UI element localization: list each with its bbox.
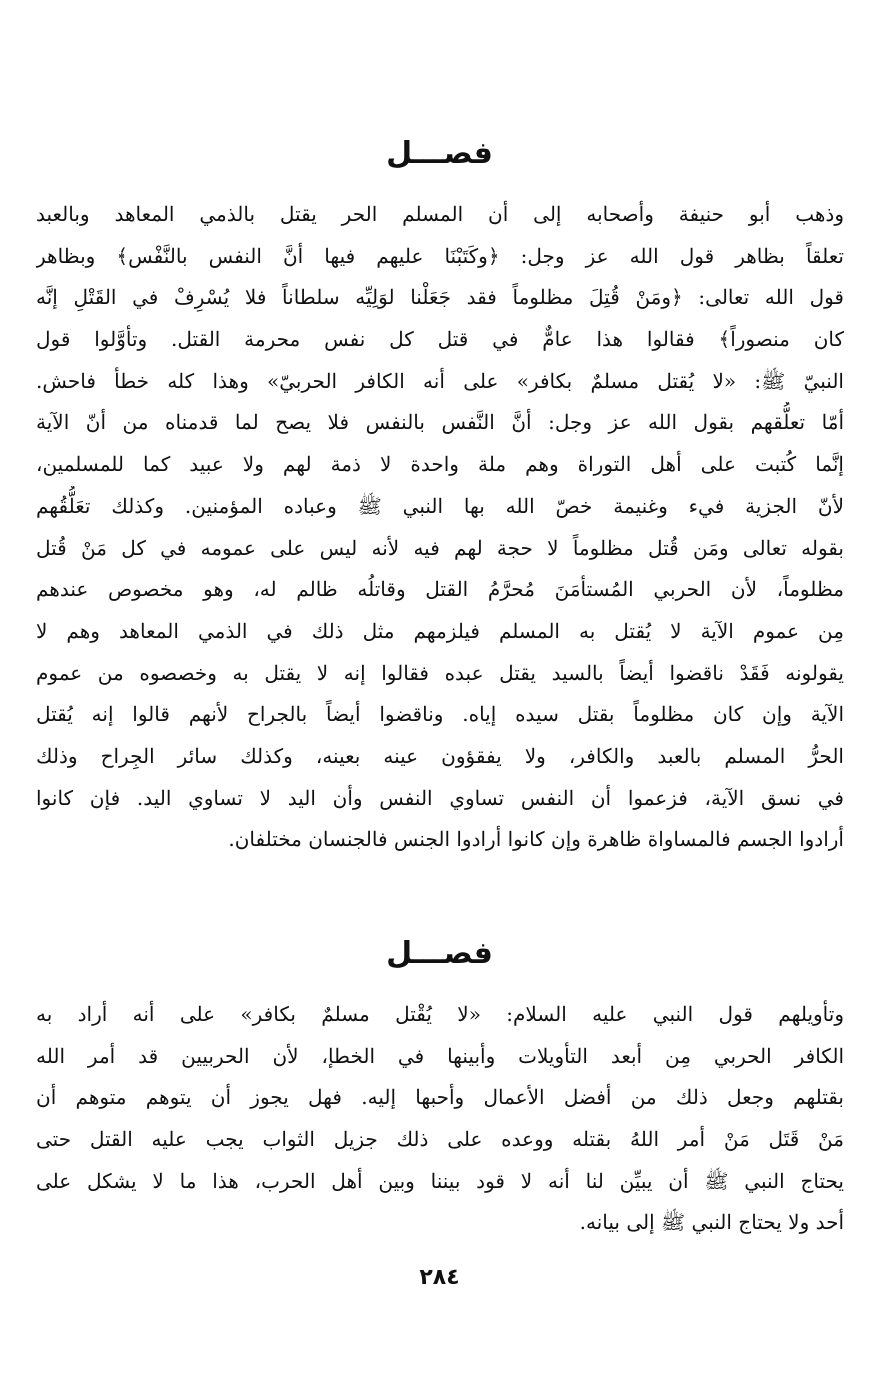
section-1-line: الآية وإن كان مظلوماً بقتل سيده إياه. وناقضوا أيضاً بالجراح لأنهم قالوا إنه يُقتل (36, 702, 844, 727)
section-1-line: تعلقاً بظاهر قول الله عز وجل: ﴿وكَتَبْنَا عليهم فيها أنَّ النفس بالنَّفْس﴾ وبظاهر (36, 243, 844, 268)
section-1-heading: فصـــل (386, 136, 493, 171)
section-1-line: مظلوماً، لأن الحربي المُستأمَنَ مُحرَّمُ القتل وقاتلُه ظالم له، وهو مخصوص عندهم (36, 577, 844, 602)
section-2-line: بقتلهم وجعل ذلك من أفضل الأعمال وأحبها إليه. فهل يجوز أن يتوهم متوهم أن (36, 1085, 844, 1110)
section-1-line: مِن عموم الآية لا يُقتل به المسلم فيلزمهم مثل ذلك في الذمي المعاهد وهم لا (36, 618, 844, 643)
section-1-line: في نسق الآية، فزعموا أن النفس تساوي النفس وأن اليد لا تساوي اليد. فإن كانوا (36, 785, 844, 810)
section-2-line: وتأويلهم قول النبي عليه السلام: «لا يُقْتل مسلمٌ بكافر» على أنه أراد به (36, 1002, 844, 1026)
section-1-line: النبيّ ﷺ: «لا يُقتل مسلمٌ بكافر» على أنه الكافر الحربيّ» وهذا كله خطأ فاحش. (36, 368, 844, 393)
section-1-line: إنَّما كُتبت على أهل التوراة وهم ملة واحدة لا ذمة لهم ولا عبيد كما للمسلمين، (36, 452, 844, 477)
section-1-line: قول الله تعالى: ﴿ومَنْ قُتِلَ مظلوماً فقد جَعَلْنا لوَلِيِّه سلطاناً فلا يُسْرِفْ في القَتْلِ إنَّه (36, 285, 844, 310)
section-1-line: الحرُّ المسلم بالعبد والكافر، ولا يفقؤون عينه بعينه، وكذلك سائر الجِراح وذلك (36, 743, 844, 768)
section-1-line: أمّا تعلُّقهم بقول الله عز وجل: أنَّ النَّفس بالنفس فلا يصح لما قدمناه من أنّ الآية (36, 410, 844, 435)
section-2-heading: فصـــل (386, 936, 493, 971)
section-2-line: يحتاج النبي ﷺ أن يبيِّن لنا أنه لا قود بيننا وبين أهل الحرب، هذا ما لا يشكل على (36, 1168, 844, 1193)
section-1-line: أرادوا الجسم فالمساواة ظاهرة وإن كانوا أرادوا الجنس فالجنسان مختلفان. (228, 827, 844, 852)
page-number: ٢٨٤ (419, 1265, 460, 1290)
section-1-line: بقوله تعالى ومَن قُتل مظلوماً لا حجة لهم فيه لأنه ليس على عمومه في كل مَنْ قُتل (36, 535, 844, 560)
section-1-line: وذهب أبو حنيفة وأصحابه إلى أن المسلم الحر يقتل بالذمي المعاهد وبالعبد (36, 202, 844, 226)
section-2-line: مَنْ قَتَل مَنْ أمر اللهُ بقتله ووعده على ذلك جزيل الثواب يجب عليه القتل حتى (36, 1127, 844, 1152)
section-2-line: أحد ولا يحتاج النبي ﷺ إلى بيانه. (579, 1210, 844, 1235)
section-1-line: كان منصوراً﴾ فقالوا هذا عامٌّ في قتل كل نفس محرمة القتل. وتأوَّلوا قول (36, 327, 844, 352)
section-1-line: يقولونه فَقَدْ ناقضوا أيضاً بالسيد يقتل عبده فقالوا إنه لا يقتل به وخصصوه من عموم (36, 660, 844, 685)
section-2-line: الكافر الحربي مِن أبعد التأويلات وأبينها في الخطإ، لأن الحربيين قد أمر الله (36, 1043, 844, 1068)
section-1-body (36, 194, 844, 861)
section-1-line: لأنّ الجزية فيء وغنيمة خصّ الله بها النبي ﷺ وعباده المؤمنين. وكذلك تعَلُّقُهم (36, 493, 844, 518)
section-2-body (36, 994, 844, 1244)
